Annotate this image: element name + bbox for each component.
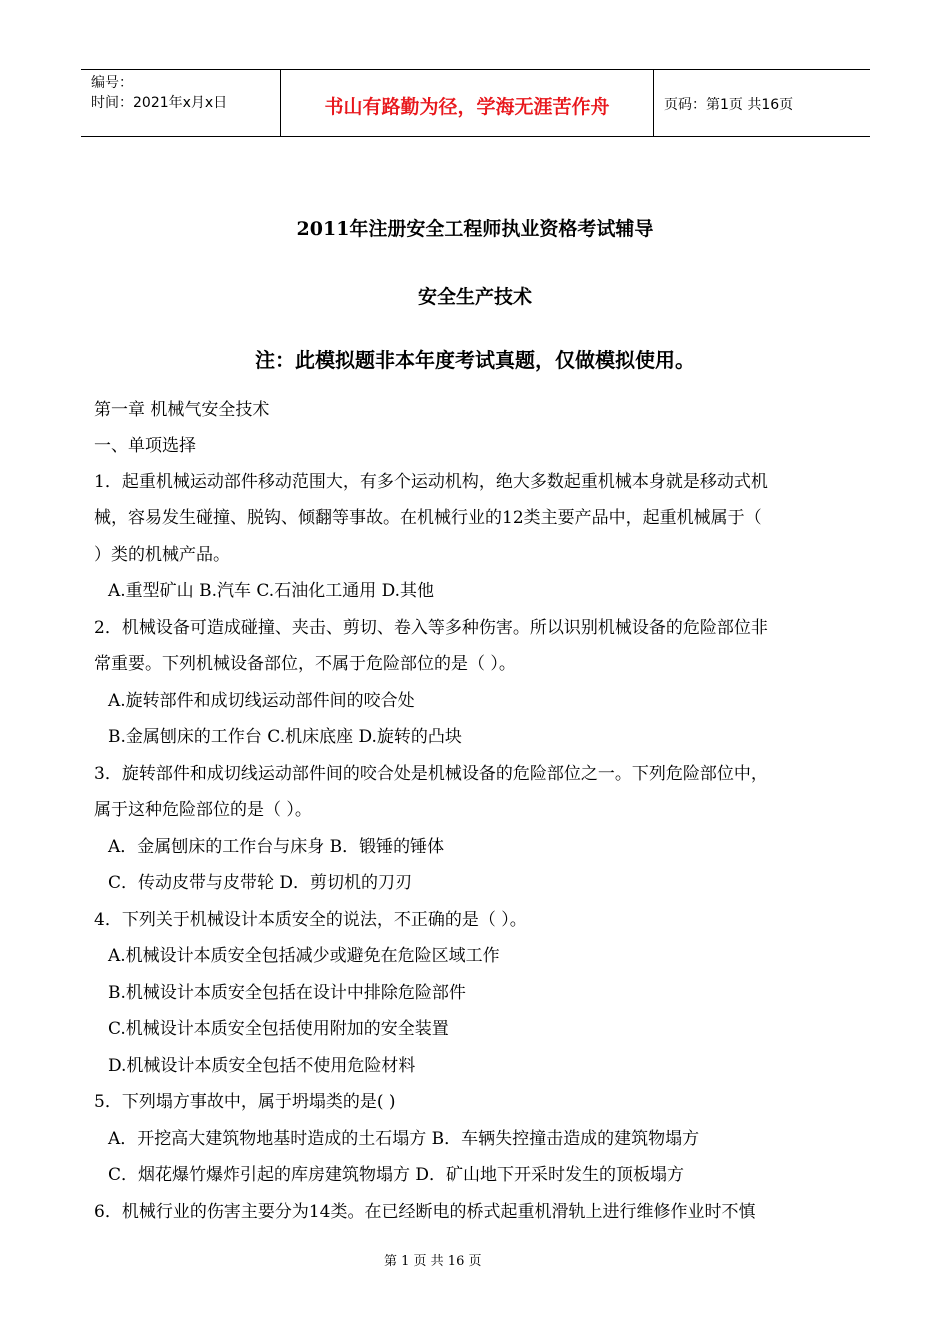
motto-cell (281, 70, 654, 136)
option-line: B.金属刨床的工作台 C.机床底座 D.旋转的凸块 (108, 727, 462, 747)
section-heading: 一、单项选择 (94, 436, 196, 456)
header-table (81, 69, 870, 137)
option-line: A．开挖高大建筑物地基时造成的土石塌方 B．车辆失控撞击造成的建筑物塌方 (108, 1129, 700, 1149)
question-line: 属于这种危险部位的是（ ）。 (94, 800, 312, 820)
question-line: 3．旋转部件和成切线运动部件间的咬合处是机械设备的危险部位之一。下列危险部位中， (94, 764, 768, 784)
option-line: C.机械设计本质安全包括使用附加的安全装置 (108, 1019, 449, 1039)
option-line: B.机械设计本质安全包括在设计中排除危险部件 (108, 983, 466, 1003)
option-line: A．金属刨床的工作台与床身 B．锻锤的锤体 (108, 837, 445, 857)
motto: 书山有路勤为径，学海无涯苦作舟 (324, 96, 610, 118)
question-line: 械，容易发生碰撞、脱钩、倾翻等事故。在机械行业的12类主要产品中，起重机械属于（ (94, 508, 762, 528)
question-line: 4．下列关于机械设计本质安全的说法，不正确的是（ ）。 (94, 910, 527, 930)
option-line: A.旋转部件和成切线运动部件间的咬合处 (108, 691, 415, 711)
option-line: C．传动皮带与皮带轮 D．剪切机的刀刃 (108, 873, 413, 893)
main-title: 2011年注册安全工程师执业资格考试辅导 (296, 218, 654, 240)
time-label: 时间：2021年x月x日 (91, 95, 228, 111)
chapter-heading: 第一章 机械气安全技术 (94, 400, 270, 420)
question-line: 6．机械行业的伤害主要分为14类。在已经断电的桥式起重机滑轨上进行维修作业时不慎 (94, 1202, 756, 1222)
question-line: 常重要。下列机械设备部位，不属于危险部位的是（ ）。 (94, 654, 516, 674)
question-line: 5．下列塌方事故中，属于坍塌类的是( ) (94, 1092, 396, 1112)
subject-title: 安全生产技术 (417, 286, 532, 308)
number-label: 编号： (91, 75, 133, 91)
question-line: 2．机械设备可造成碰撞、夹击、剪切、卷入等多种伤害。所以识别机械设备的危险部位非 (94, 618, 768, 638)
page-code-cell (654, 70, 870, 136)
option-line: D.机械设计本质安全包括不使用危险材料 (108, 1056, 416, 1076)
page-code: 页码：第1页 共16页 (664, 97, 794, 113)
page-footer: 第 1 页 共 16 页 (384, 1254, 482, 1269)
option-line: A.重型矿山 B.汽车 C.石油化工通用 D.其他 (108, 581, 435, 601)
question-line: ）类的机械产品。 (94, 545, 230, 565)
option-line: A.机械设计本质安全包括减少或避免在危险区域工作 (108, 946, 500, 966)
question-line: 1．起重机械运动部件移动范围大，有多个运动机构，绝大多数起重机械本身就是移动式机 (94, 472, 768, 492)
header-info-cell (81, 70, 281, 136)
note-title: 注：此模拟题非本年度考试真题，仅做模拟使用。 (255, 348, 695, 372)
option-line: C．烟花爆竹爆炸引起的库房建筑物塌方 D．矿山地下开采时发生的顶板塌方 (108, 1165, 685, 1185)
